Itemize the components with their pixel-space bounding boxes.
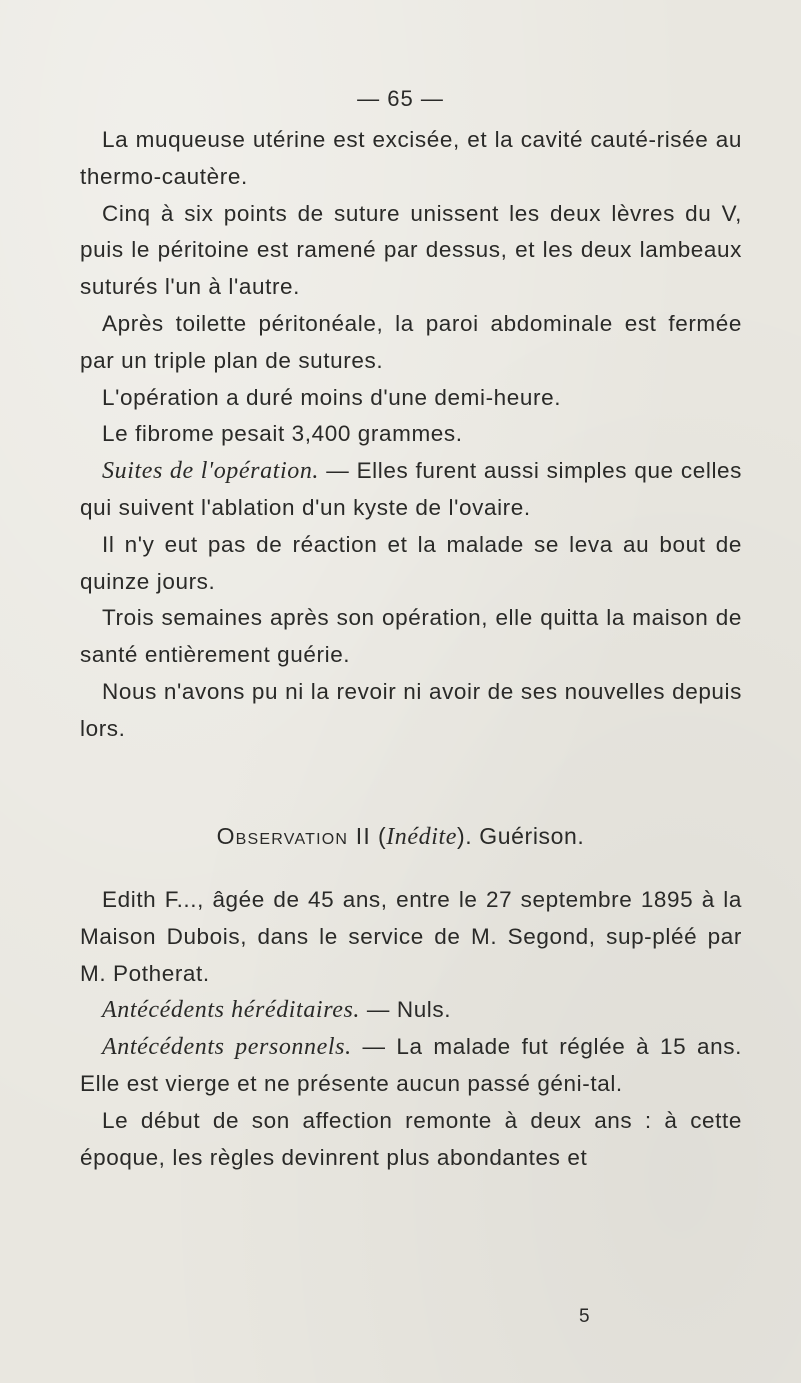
observation-open-paren: ( bbox=[377, 823, 387, 849]
paragraph bbox=[80, 1029, 742, 1103]
paragraph-text: L'opération a duré moins d'une demi-heure. bbox=[102, 384, 562, 410]
paragraph bbox=[80, 992, 742, 1029]
section-heading-italic: Antécédents personnels. bbox=[102, 1034, 352, 1061]
observation-outcome: Guérison. bbox=[472, 823, 585, 849]
paragraph-text: Il n'y eut pas de réaction et la malade se leva au bout de quinze jours. bbox=[80, 531, 742, 594]
paragraph-text: Edith F..., âgée de 45 ans, entre le 27 septembre 1895 à la Maison Dubois, dans le service de M. Segond, sup-pléé par M. Potherat. bbox=[80, 887, 742, 986]
paragraph-text: Cinq à six points de suture unissent les deux lèvres du V, puis le péritoine est ramené par dessus, et les deux lambeaux suturés l'un à l'autre. bbox=[80, 200, 742, 300]
paragraph-text: — Elles furent aussi simples que celles qui suivent l'ablation d'un kyste de l'ovaire. bbox=[80, 458, 743, 520]
paragraph bbox=[80, 527, 742, 601]
section-heading-italic: Antécédents héréditaires. bbox=[102, 997, 361, 1024]
paragraph-text: Le début de son affection remonte à deux ans : à cette époque, les règles devinrent plus abondantes et bbox=[80, 1107, 742, 1170]
paragraph-text: — La malade fut réglée à 15 ans. Elle est vierge et ne présente aucun passé géni-tal. bbox=[80, 1034, 742, 1096]
paragraph-text: Trois semaines après son opération, elle quitta la maison de santé entièrement guérie. bbox=[80, 605, 742, 668]
paragraph bbox=[80, 600, 742, 674]
page-number: — 65 — bbox=[357, 86, 444, 111]
paragraph bbox=[80, 1103, 742, 1177]
body-text-bottom bbox=[80, 882, 742, 1176]
paragraph-text: Le fibrome pesait 3,400 grammes. bbox=[102, 421, 463, 447]
paragraph-text: — Nuls. bbox=[360, 997, 452, 1023]
observation-qualifier: Inédite bbox=[386, 824, 458, 850]
paragraph bbox=[80, 380, 742, 417]
paragraph-text: Nous n'avons pu ni la revoir ni avoir de ses nouvelles depuis lors. bbox=[80, 678, 742, 741]
section-heading-italic: Suites de l'opération. bbox=[102, 458, 320, 485]
paragraph bbox=[80, 122, 742, 196]
paragraph bbox=[80, 416, 742, 453]
paragraph-text: Après toilette péritonéale, la paroi abdominale est fermée par un triple plan de sutures. bbox=[80, 310, 742, 373]
paragraph bbox=[80, 453, 742, 527]
paragraph-text: La muqueuse utérine est excisée, et la cavité cauté-risée au thermo-cautère. bbox=[80, 127, 742, 189]
observation-label: Observation II bbox=[216, 823, 371, 849]
observation-heading bbox=[0, 823, 801, 851]
paragraph bbox=[80, 196, 742, 306]
observation-close-paren: ). bbox=[457, 823, 473, 849]
signature-mark: 5 bbox=[579, 1306, 590, 1327]
paragraph bbox=[80, 882, 742, 992]
paragraph bbox=[80, 306, 742, 380]
body-text-top bbox=[80, 122, 742, 748]
paragraph bbox=[80, 674, 742, 748]
